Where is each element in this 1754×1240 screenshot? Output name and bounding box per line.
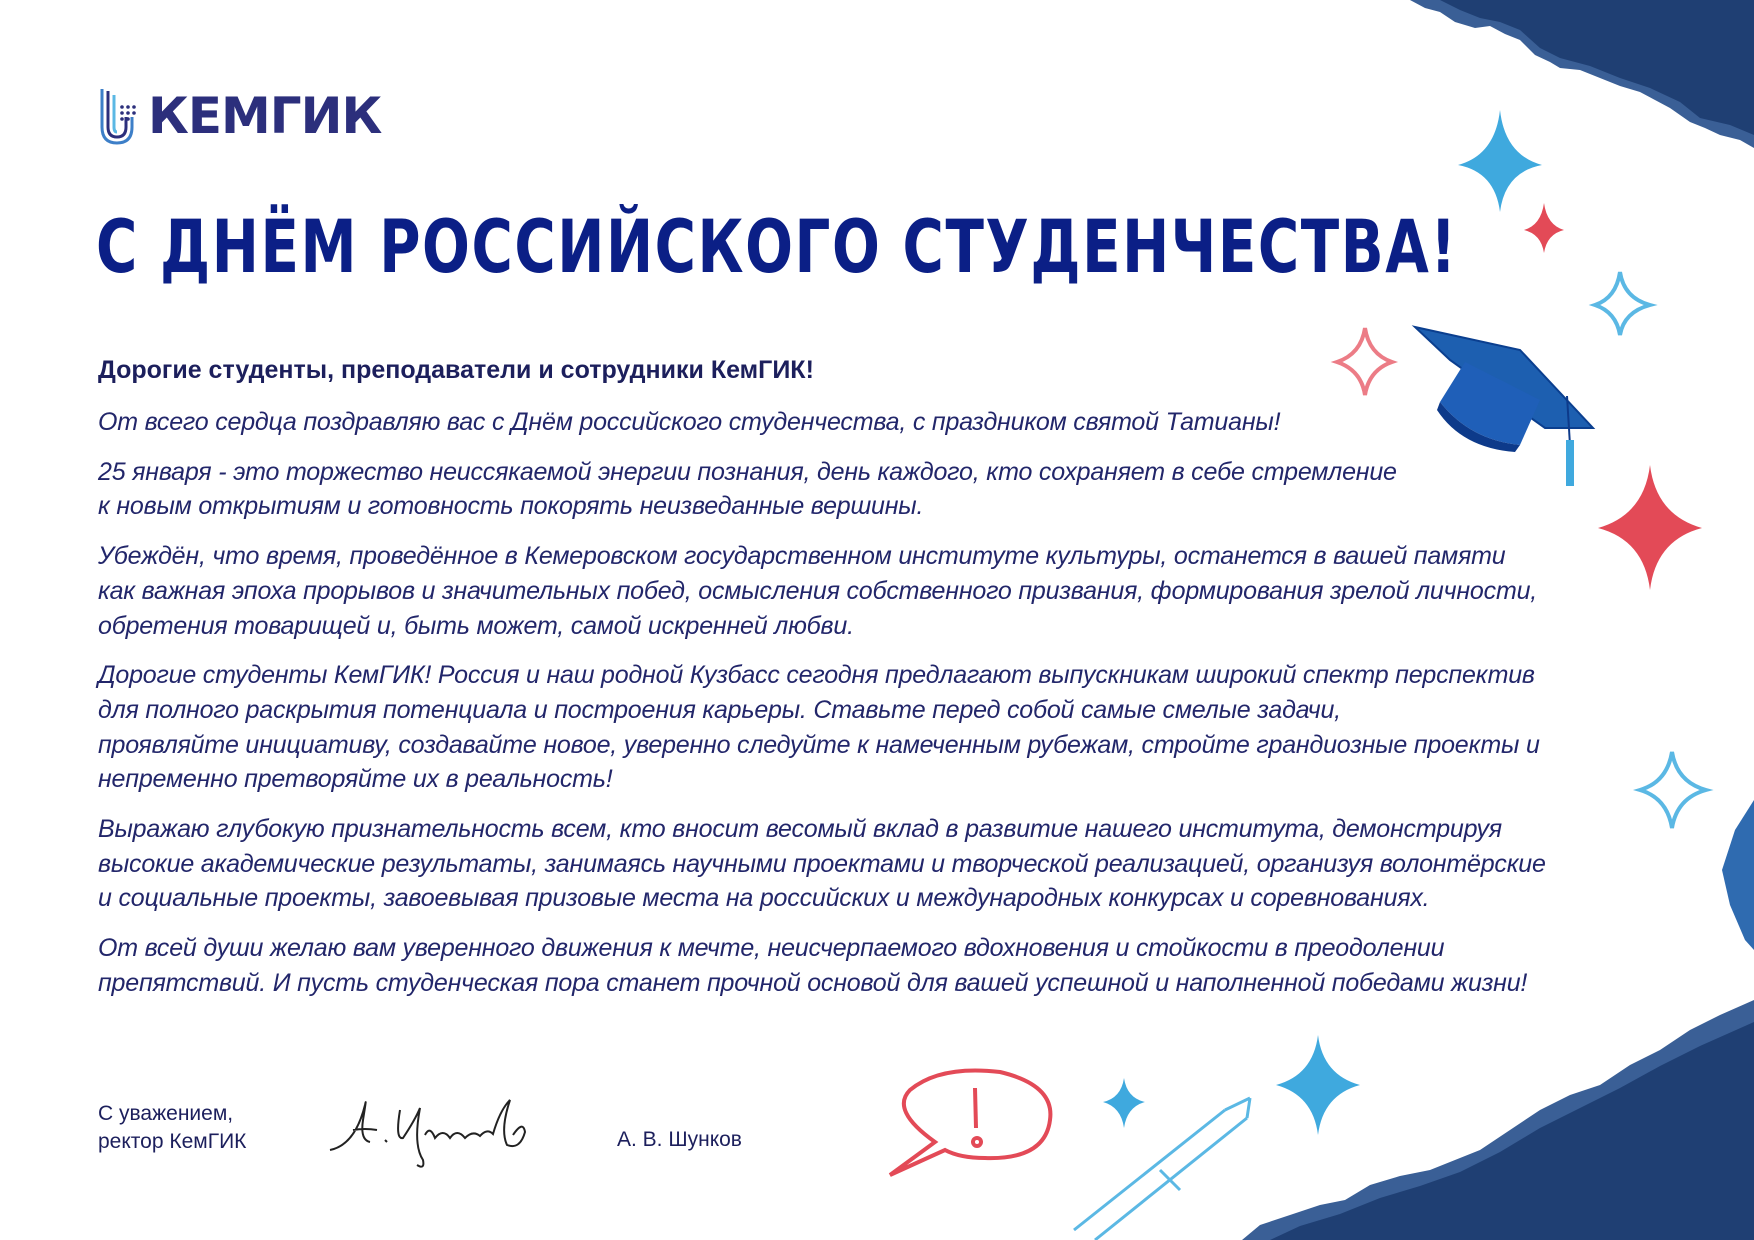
text-line: непременно претворяйте их в реальность! (98, 765, 613, 794)
kemgik-logo-mark-icon (98, 87, 136, 145)
letter-body (98, 405, 1658, 1016)
text-line: высокие академические результаты, занимаясь научными проектами и творческой реализацией, организуя волонтёрские (98, 849, 1546, 878)
star-blue-outline (1595, 272, 1650, 335)
closing-position: ректор КемГИК (98, 1130, 247, 1153)
text-line: 25 января - это торжество неиссякаемой энергии познания, день каждого, кто сохраняет в себе стремление (98, 457, 1397, 486)
pencil-icon (1074, 1098, 1250, 1240)
closing-regards: С уважением, (98, 1102, 234, 1125)
handwritten-signature (325, 1090, 555, 1175)
text-line: От всей души желаю вам уверенного движения к мечте, неисчерпаемого вдохновения и стойкости в преодолении (98, 934, 1445, 963)
text-line: как важная эпоха прорывов и значительных побед, осмысления собственного призвания, формирования зрелой личности, (98, 576, 1538, 605)
signer-name: А. В. Шунков (617, 1128, 742, 1151)
greeting-heading: Дорогие студенты, преподаватели и сотрудники КемГИК! (98, 356, 814, 384)
paragraph (98, 812, 1658, 916)
text-line: Выражаю глубокую признательность всем, кто вносит весомый вклад в развитие нашего института, демонстрируя (98, 815, 1502, 844)
text-line: препятствий. И пусть студенческая пора станет прочной основой для вашей успешной и наполненной победами жизни! (98, 968, 1528, 997)
text-line: Дорогие студенты КемГИК! Россия и наш родной Кузбасс сегодня предлагают выпускникам широкий спектр перспектив (98, 661, 1535, 690)
star-red-small (1524, 203, 1564, 253)
paragraph (98, 539, 1658, 643)
text-line: Убеждён, что время, проведённое в Кемеровском государственном институте культуры, останется в вашей памяти (98, 542, 1506, 571)
star-blue-bottom-large (1276, 1035, 1360, 1135)
torn-paper-right (1722, 800, 1754, 950)
star-blue-large (1458, 110, 1542, 212)
text-line: обретения товарищей и, быть может, самой искренней любви. (98, 611, 854, 640)
speech-bubble-icon (890, 1070, 1050, 1175)
text-line: и социальные проекты, завоевывая призовые места на российских и международных конкурсах и соревнованиях. (98, 884, 1430, 913)
text-line: проявляйте инициативу, создавайте новое, уверенно следуйте к намеченным рубежам, стройте грандиозные проекты и (98, 730, 1540, 759)
page-title: С ДНЁМ РОССИЙСКОГО СТУДЕНЧЕСТВА! (96, 205, 1458, 290)
kemgik-logo (98, 86, 381, 146)
closing-block (98, 1100, 246, 1156)
paragraph (98, 455, 1658, 524)
paragraph (98, 658, 1658, 797)
logo-text: КЕМГИК (148, 87, 382, 145)
paragraph (98, 931, 1658, 1000)
text-line: к новым открытиям и готовность покорять неизведанные вершины. (98, 492, 924, 521)
star-red-outline (1337, 328, 1392, 395)
paragraph (98, 405, 1658, 440)
star-blue-bottom-small (1103, 1078, 1145, 1128)
text-line: От всего сердца поздравляю вас с Днём российского студенчества, с праздником святой Татианы! (98, 408, 1281, 436)
text-line: для полного раскрытия потенциала и построения карьеры. Ставьте перед собой самые смелые задачи, (98, 695, 1341, 724)
